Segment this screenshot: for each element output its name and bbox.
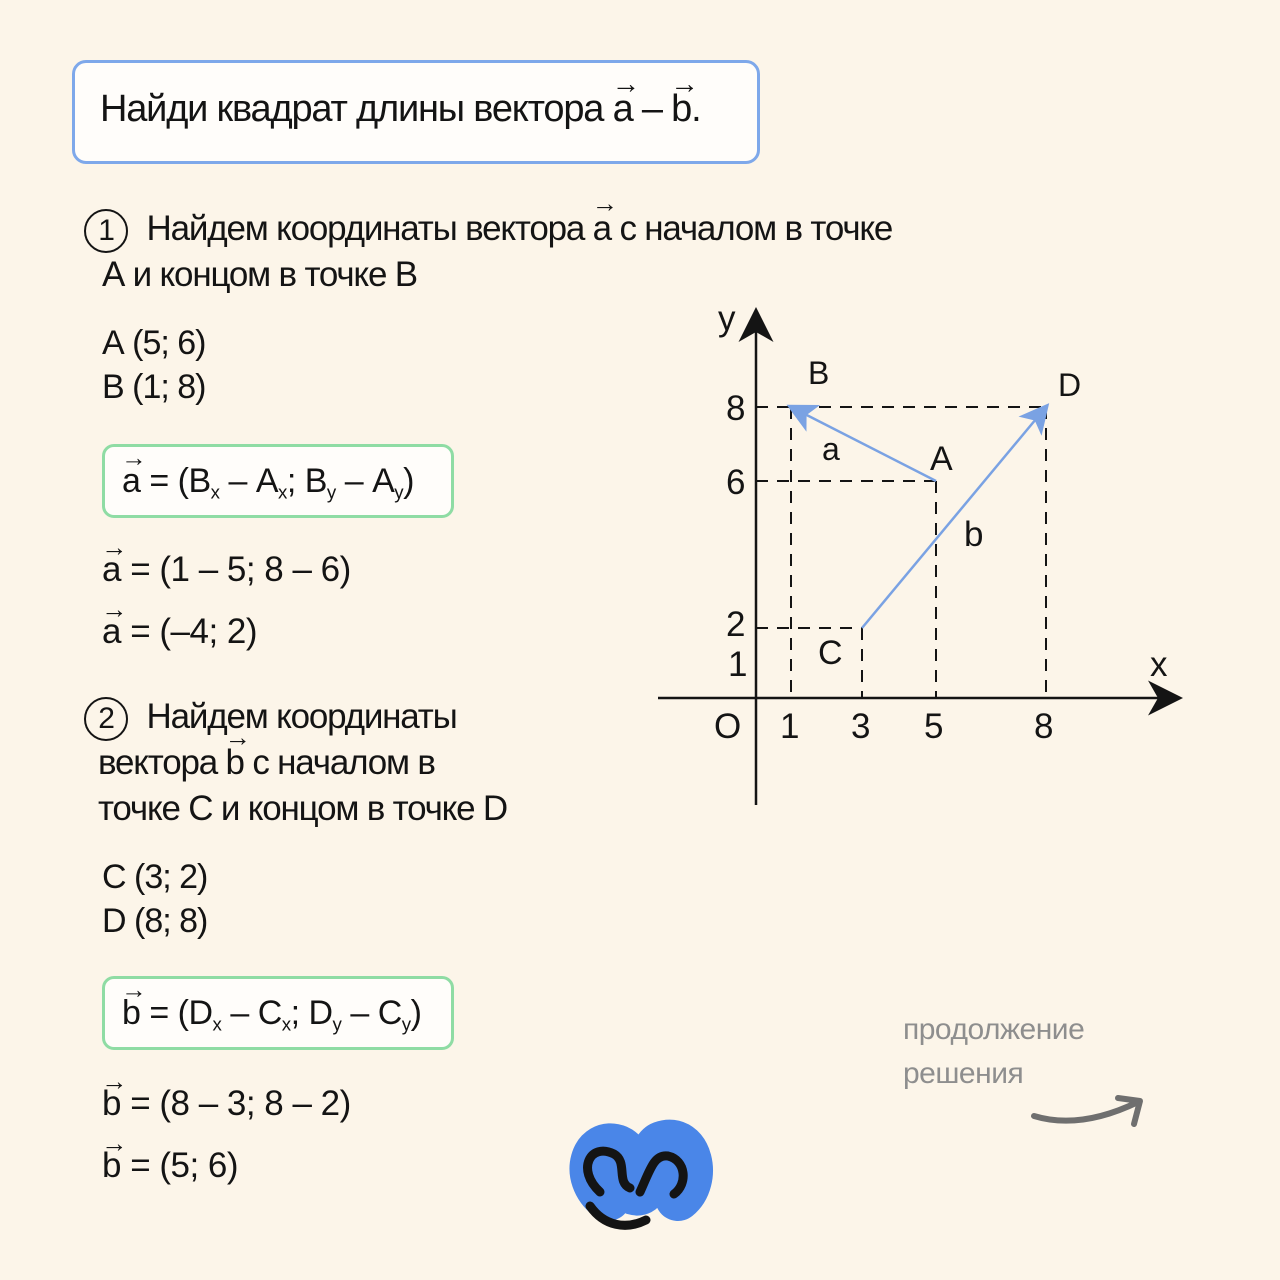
step2-line1: Найдем координаты — [146, 697, 457, 736]
point-a-coords: А (5; 6) — [102, 324, 206, 362]
formula-b-part: ; D — [290, 994, 333, 1032]
formula-a-sub: x — [278, 481, 287, 503]
calc-b-2-vector: → b — [102, 1146, 121, 1186]
step1-number: 1 — [84, 209, 128, 253]
step2-number: 2 — [84, 697, 128, 741]
task-vector-b: → b — [671, 88, 691, 131]
formula-a-sub: x — [210, 481, 220, 503]
y-tick-2: 2 — [726, 605, 746, 644]
formula-b-sub: x — [212, 1013, 222, 1035]
point-b-label: B — [808, 355, 830, 391]
calc-a-2-vector: → a — [102, 612, 121, 652]
formula-a-vector: → a — [122, 462, 140, 501]
vector-a-label: a — [822, 431, 840, 467]
vector-b-label: b — [964, 515, 984, 554]
formula-b-vector: → b — [122, 994, 140, 1033]
formula-a-sub: y — [326, 481, 336, 503]
formula-b-part: ) — [410, 994, 422, 1032]
task-prefix: Найди квадрат длины вектора — [100, 88, 604, 130]
step2-line2-pre: вектора — [98, 743, 218, 782]
calc-b-1-vector: → b — [102, 1084, 121, 1124]
formula-b-part: – C — [221, 994, 282, 1032]
continuation-line1: продолжение — [903, 1013, 1085, 1046]
calc-a-2-text: = (–4; 2) — [120, 612, 258, 651]
y-tick-8: 8 — [726, 389, 746, 428]
vector-b-line — [862, 407, 1046, 628]
brand-logo-icon — [550, 1080, 730, 1250]
step2-line3: точке С и концом в точке D — [98, 789, 508, 828]
point-d-label: D — [1058, 367, 1082, 403]
step1-vector-a: → a — [593, 206, 611, 252]
step1-line1-post: с началом в точке — [619, 209, 893, 248]
formula-b-part: = (D — [140, 994, 213, 1032]
x-tick-3: 3 — [851, 707, 871, 746]
formula-a-part: – А — [335, 462, 395, 500]
step2-vector-b: → b — [226, 740, 244, 786]
dashed-guides — [756, 407, 1046, 698]
step1-line2: А и концом в точке В — [102, 255, 417, 294]
formula-b-sub: y — [332, 1013, 342, 1035]
point-a-label: A — [930, 440, 953, 478]
point-c-coords: С (3; 2) — [102, 858, 208, 896]
point-b-coords: В (1; 8) — [102, 368, 206, 406]
task-vector-a: → a — [613, 88, 633, 131]
step1-line1-pre: Найдем координаты вектора — [146, 209, 585, 248]
x-tick-5: 5 — [924, 707, 944, 746]
y-tick-6: 6 — [726, 463, 746, 502]
formula-a-part: – А — [219, 462, 278, 500]
continuation-line2: решения — [903, 1057, 1024, 1090]
formula-b-sub: x — [281, 1013, 291, 1035]
calc-a-1-text: = (1 – 5; 8 – 6) — [120, 550, 351, 589]
y-tick-1: 1 — [728, 645, 748, 684]
formula-a-sub: y — [394, 481, 404, 503]
formula-b-part: – C — [341, 994, 402, 1032]
origin-label: O — [714, 707, 742, 746]
vector-a-line — [791, 407, 936, 481]
formula-b-sub: y — [401, 1013, 411, 1035]
point-c-label: C — [818, 634, 843, 672]
formula-a-part: ; В — [286, 462, 327, 500]
y-axis-label: y — [718, 299, 736, 338]
formula-a-part: ) — [403, 462, 414, 500]
point-d-coords: D (8; 8) — [102, 902, 208, 940]
continuation-hint — [903, 1008, 1084, 1096]
calc-b-2-text: = (5; 6) — [120, 1146, 239, 1185]
task-suffix: . — [691, 88, 701, 130]
formula-a-part: = (В — [140, 462, 211, 500]
x-tick-8: 8 — [1034, 707, 1054, 746]
x-tick-1: 1 — [780, 707, 800, 746]
continue-arrow-icon[interactable] — [1020, 1086, 1150, 1136]
calc-a-1-vector: → a — [102, 550, 121, 590]
task-minus: – — [632, 88, 672, 130]
step2-line2-post: с началом в — [252, 743, 435, 782]
x-axis-label: x — [1150, 645, 1168, 684]
calc-b-1-text: = (8 – 3; 8 – 2) — [120, 1084, 351, 1123]
